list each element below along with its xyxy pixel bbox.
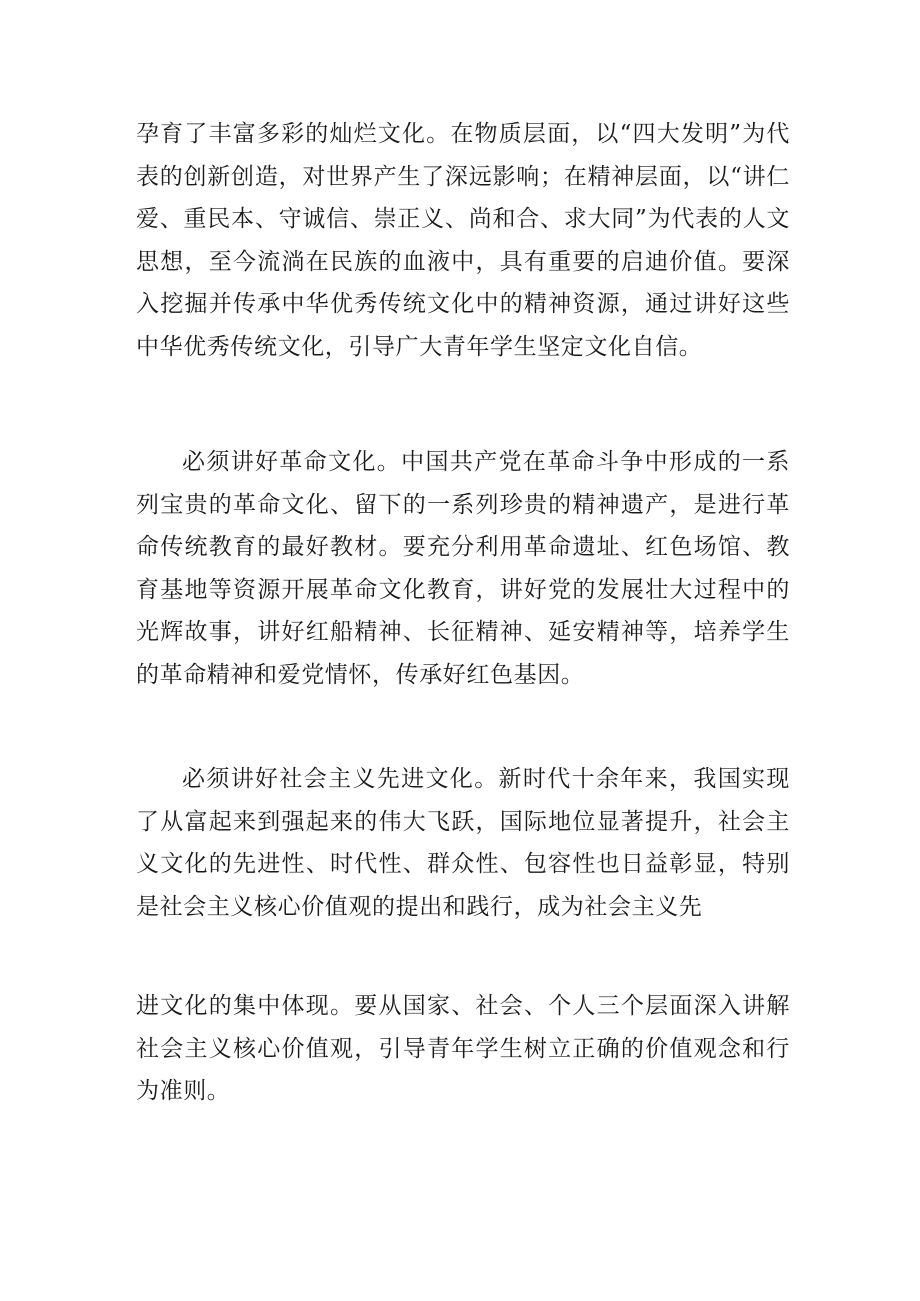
paragraph-core-values: 进文化的集中体现。要从国家、社会、个人三个层面深入讲解社会主义核心价值观，引导青年学生树立正确的价值观念和行为准则。 xyxy=(136,993,790,1104)
paragraph-revolutionary-culture: 必须讲好革命文化。中国共产党在革命斗争中形成的一系列宝贵的革命文化、留下的一系列珍贵的精神遗产，是进行革命传统教育的最好教材。要充分利用革命遗址、红色场馆、教育基地等资源开展革命文化教育，讲好党的发展壮大过程中的光辉故事，讲好红船精神、长征精神、延安精神等，培养学生的革命精神和爱党情怀，传承好红色基因。 xyxy=(136,449,790,688)
paragraph-socialist-culture: 必须讲好社会主义先进文化。新时代十余年来，我国实现了从富起来到强起来的伟大飞跃，国际地位显著提升，社会主义文化的先进性、时代性、群众性、包容性也日益彰显，特别是社会主义核心价值观的提出和践行，成为社会主义先 xyxy=(136,766,790,920)
paragraph-traditional-culture: 孕育了丰富多彩的灿烂文化。在物质层面，以“四大发明”为代表的创新创造，对世界产生了深远影响；在精神层面，以“讲仁爱、重民本、守诚信、崇正义、尚和合、求大同”为代表的人文思想，至今流淌在民族的血液中，具有重要的启迪价值。要深入挖掘并传承中华优秀传统文化中的精神资源，通过讲好这些中华优秀传统文化，引导广大青年学生坚定文化自信。 xyxy=(136,121,790,360)
